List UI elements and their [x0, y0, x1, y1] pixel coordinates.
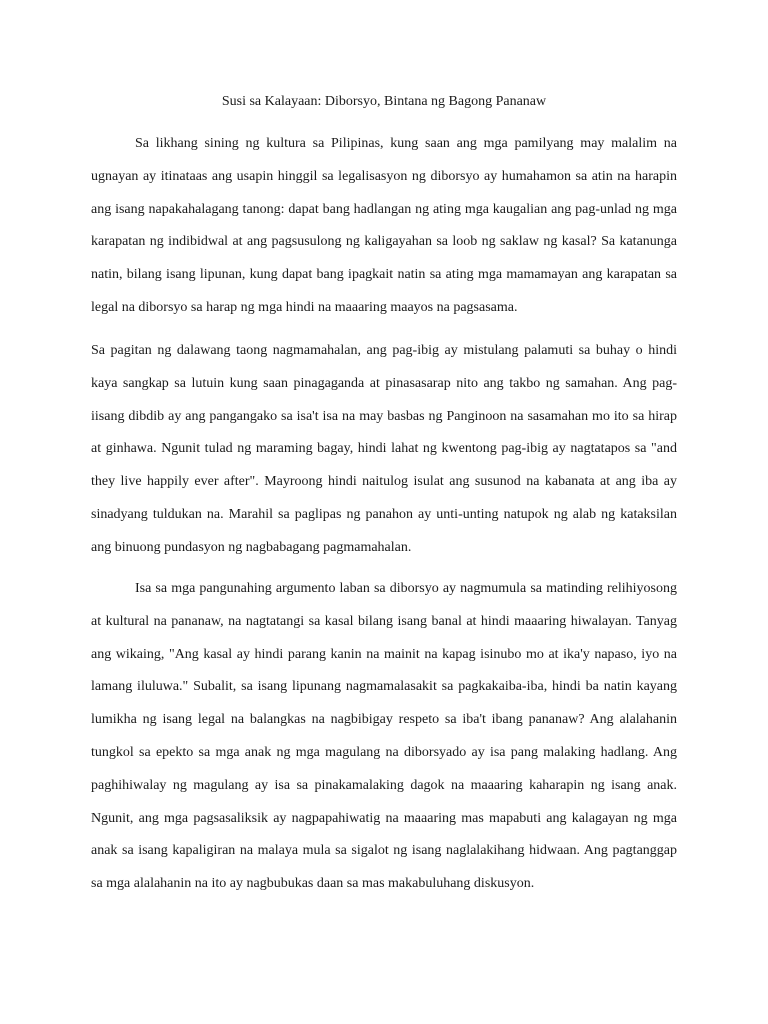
paragraph-2: Sa pagitan ng dalawang taong nagmamahalan, ang pag-ibig ay mistulang palamuti sa buhay o hindi kaya sangkap sa lutuin kung saan pinagaganda at pinasasarap nito ang takbo ng samahan. Ang pag-iisang dibdib ay ang pangangako sa isa't isa na may basbas ng Panginoon na sasamahan mo ito sa hirap at ginhawa. Ngunit tulad ng maraming bagay, hindi lahat ng kwentong pag-ibig ay nagtatapos sa "and they live happily ever after". Mayroong hindi naitulog isulat ang susunod na kabanata at ang iba ay sinadyang tuldukan na. Marahil sa paglipas ng panahon ay unti-unting natupok ng alab ng kataksilan ang binuong pundasyon ng nagbabagang pagmamahalan.	[91, 343, 677, 555]
paragraph-3: Isa sa mga pangunahing argumento laban sa diborsyo ay nagmumula sa matinding relihiyosong at kultural na pananaw, na nagtatangi sa kasal bilang isang banal at hindi maaaring hiwalayan. Tanyag ang wikaing, "Ang kasal ay hindi parang kanin na mainit na kapag isinubo mo at ika'y napaso, iyo na lamang iluluwa." Subalit, sa isang lipunang nagmamalasakit sa pagkakaiba-iba, hindi ba natin kayang lumikha ng isang legal na balangkas na nagbibigay respeto sa iba't ibang pananaw? Ang alalahanin tungkol sa epekto sa mga anak ng mga magulang na diborsyado ay isa pang malaking hadlang. Ang paghihiwalay ng magulang ay isa sa pinakamalaking dagok na maaaring kaharapin ng isang anak. Ngunit, ang mga pagsasaliksik ay nagpapahiwatig na maaaring mas mapabuti ang kalagayan ng mga anak sa isang kapaligiran na malaya mula sa sigalot ng isang naglalakihang hidwaan. Ang pagtanggap sa mga alalahanin na ito ay nagbubukas daan sa mas makabuluhang diskusyon.	[91, 581, 677, 892]
document-title: Susi sa Kalayaan: Diborsyo, Bintana ng Bagong Pananaw	[221, 94, 547, 109]
paragraph-1: Sa likhang sining ng kultura sa Pilipinas, kung saan ang mga pamilyang may malalim na ugnayan ay itinataas ang usapin hinggil sa legalisasyon ng diborsyo ay humahamon sa atin na harapin ang isang napakahalagang tanong: dapat bang hadlangan ng ating mga kaugalian ang pag-unlad ng mga karapatan ng indibidwal at ang pagsusulong ng kaligayahan sa loob ng saklaw ng kasal? Sa katanunga natin, bilang isang lipunan, kung dapat bang ipagkait natin sa ating mga mamamayan ang karapatan sa legal na diborsyo sa harap ng mga hindi na maaaring maayos na pagsasama.	[91, 136, 677, 315]
